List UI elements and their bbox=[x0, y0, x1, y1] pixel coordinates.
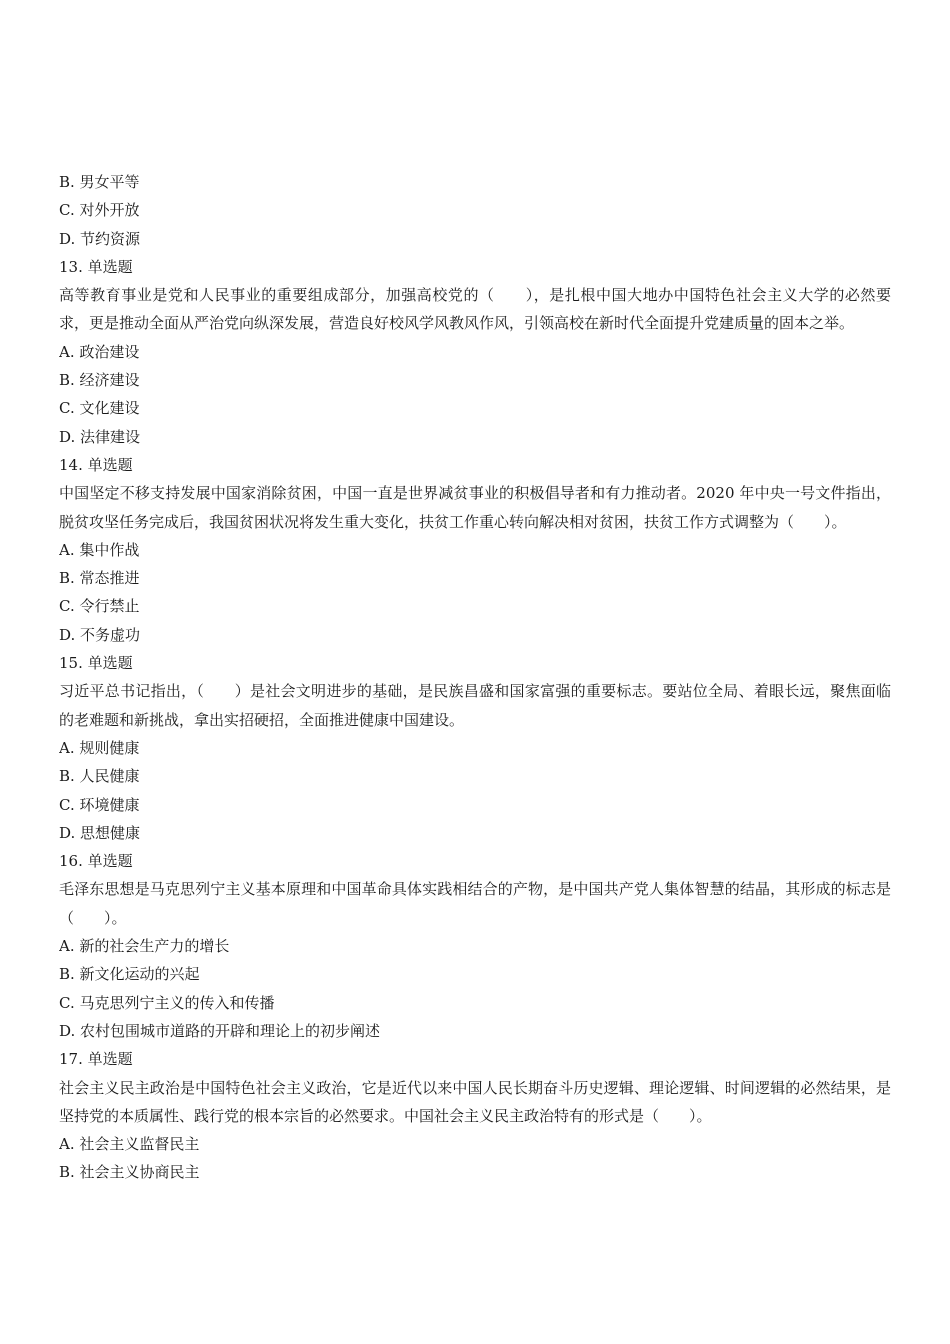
option-item: C. 环境健康 bbox=[59, 795, 140, 814]
option-item: C. 对外开放 bbox=[59, 201, 140, 220]
option-item: C. 令行禁止 bbox=[59, 597, 140, 616]
option-item: D. 思想健康 bbox=[59, 823, 141, 842]
option-item: A. 政治建设 bbox=[59, 342, 140, 361]
option-item: C. 文化建设 bbox=[59, 399, 140, 418]
option-item: B. 男女平等 bbox=[59, 173, 140, 191]
question-stem: 习近平总书记指出，（ ）是社会文明进步的基础，是民族昌盛和国家富强的重要标志。要站位全局、着眼长远，聚焦面临的老难题和新挑战，拿出实招硬招，全面推进健康中国建设。 bbox=[59, 682, 891, 729]
option-item: C. 马克思列宁主义的传入和传播 bbox=[59, 993, 275, 1012]
option-item: A. 集中作战 bbox=[59, 540, 140, 559]
option-item: B. 经济建设 bbox=[59, 371, 140, 390]
option-item: D. 法律建设 bbox=[59, 427, 141, 446]
option-item: B. 人民健康 bbox=[59, 767, 140, 786]
question-header: 17. 单选题 bbox=[59, 1050, 133, 1069]
question-header: 14. 单选题 bbox=[59, 455, 133, 474]
question-header: 13. 单选题 bbox=[59, 257, 133, 276]
option-item: B. 新文化运动的兴起 bbox=[59, 965, 200, 984]
question-stem: 高等教育事业是党和人民事业的重要组成部分，加强高校党的（ ），是扎根中国大地办中国特色社会主义大学的必然要求，更是推动全面从严治党向纵深发展，营造良好校风学风教风作风，引领高校在新时代全面提升党建质量的固本之举。 bbox=[59, 286, 891, 333]
option-item: D. 不务虚功 bbox=[59, 625, 141, 644]
question-list bbox=[59, 168, 891, 1187]
question-header: 15. 单选题 bbox=[59, 654, 133, 673]
option-item: B. 社会主义协商民主 bbox=[59, 1163, 200, 1182]
question-stem: 中国坚定不移支持发展中国家消除贫困，中国一直是世界减贫事业的积极倡导者和有力推动者。2020 年中央一号文件指出，脱贫攻坚任务完成后，我国贫困状况将发生重大变化，扶贫工作重心转向解决相对贫困，扶贫工作方式调整为（ ）。 bbox=[59, 484, 891, 531]
question-stem: 毛泽东思想是马克思列宁主义基本原理和中国革命具体实践相结合的产物，是中国共产党人集体智慧的结晶，其形成的标志是（ ）。 bbox=[59, 880, 891, 927]
option-item: A. 社会主义监督民主 bbox=[59, 1135, 200, 1154]
option-item: D. 农村包围城市道路的开辟和理论上的初步阐述 bbox=[59, 1021, 381, 1040]
question-header: 16. 单选题 bbox=[59, 852, 133, 871]
option-item: B. 常态推进 bbox=[59, 569, 140, 588]
option-item: D. 节约资源 bbox=[59, 229, 141, 248]
question-stem: 社会主义民主政治是中国特色社会主义政治，它是近代以来中国人民长期奋斗历史逻辑、理论逻辑、时间逻辑的必然结果，是坚持党的本质属性、践行党的根本宗旨的必然要求。中国社会主义民主政治特有的形式是（ ）。 bbox=[59, 1078, 891, 1125]
option-item: A. 规则健康 bbox=[59, 738, 140, 757]
option-item: A. 新的社会生产力的增长 bbox=[59, 937, 230, 956]
